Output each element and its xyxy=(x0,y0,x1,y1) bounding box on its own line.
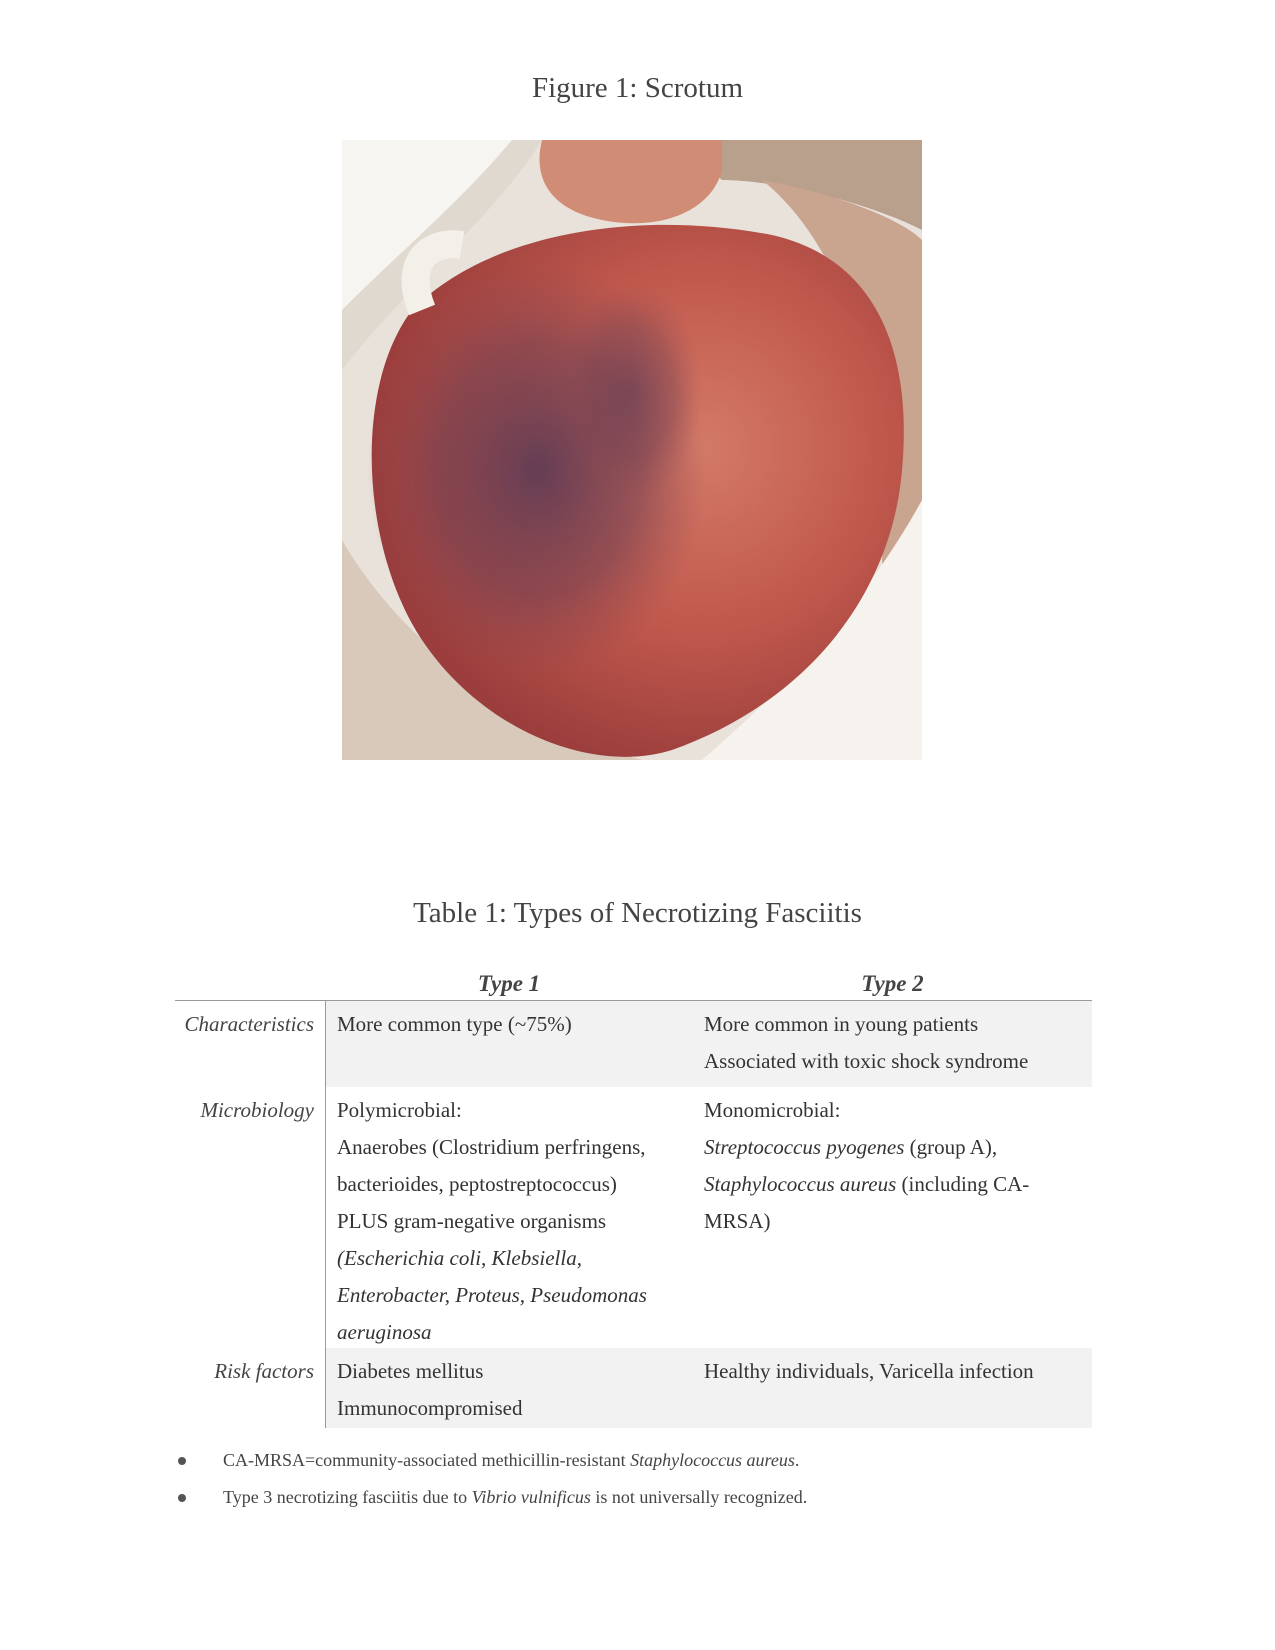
figure-title: Figure 1: Scrotum xyxy=(531,72,744,104)
cell-type2: Monomicrobial: Streptococcus pyogenes (group A), Staphylococcus aureus (including CA- MRSA) xyxy=(704,1098,1030,1233)
cell-type2: Healthy individuals, Varicella infection xyxy=(693,1348,1092,1428)
row-label: Characteristics xyxy=(184,1012,314,1036)
table-footnotes xyxy=(175,1442,1115,1516)
table-header-row xyxy=(175,968,1092,1001)
cell-type1: More common type (~75%) xyxy=(325,1001,693,1087)
footnote-item: CA-MRSA=community-associated methicillin-resistant Staphylococcus aureus. xyxy=(175,1442,1115,1479)
table-row xyxy=(175,1348,1092,1428)
row-label: Microbiology xyxy=(200,1098,314,1122)
table-row xyxy=(175,1087,1092,1348)
column-header-type1: Type 1 xyxy=(477,971,541,996)
table-row xyxy=(175,1001,1092,1087)
fasciitis-types-table xyxy=(175,968,1092,1428)
cell-type1: Diabetes mellitus Immunocompromised xyxy=(325,1348,693,1428)
table-title: Table 1: Types of Necrotizing Fasciitis xyxy=(413,897,862,929)
footnote-item: Type 3 necrotizing fasciitis due to Vibrio vulnificus is not universally recognized. xyxy=(175,1479,1115,1516)
bullet-icon xyxy=(178,1494,186,1502)
bullet-icon xyxy=(178,1457,186,1465)
cell-type1: Polymicrobial: Anaerobes (Clostridium perfringens, bacterioides, peptostreptococcus) PLUS gram-negative organisms (Escherichia coli, Klebsiella, Enterobacter, Proteus, Pseudomonas aeruginosa xyxy=(325,1087,693,1348)
clinical-photo-icon xyxy=(342,140,922,760)
row-label: Risk factors xyxy=(214,1359,314,1383)
cell-type2: More common in young patients Associated with toxic shock syndrome xyxy=(693,1001,1092,1087)
column-header-type2: Type 2 xyxy=(861,971,924,996)
